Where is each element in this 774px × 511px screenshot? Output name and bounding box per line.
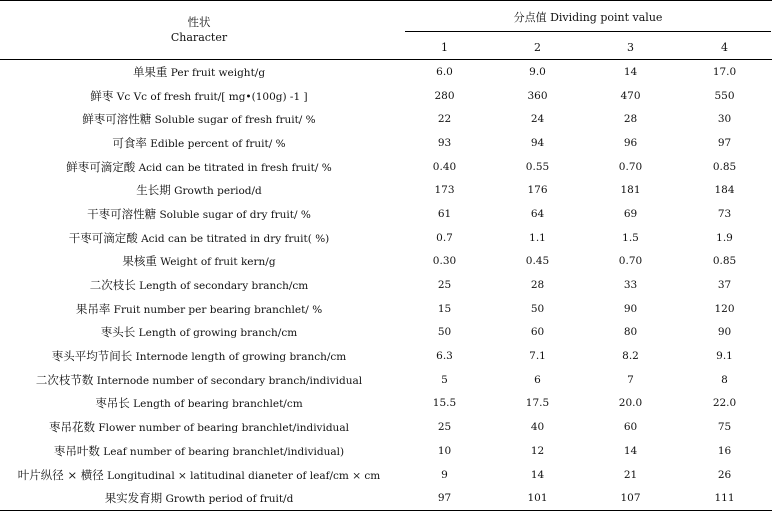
value-cell-2: 101 [491, 486, 584, 510]
value-cell-3: 0.70 [618, 160, 643, 173]
value-cell-4: 1.9 [716, 231, 733, 244]
character-cell [0, 321, 398, 345]
value-cell-3: 33 [623, 279, 638, 292]
character-name-en: Length of growing branch/cm [138, 327, 298, 340]
value-cell-2: 64 [530, 207, 545, 220]
character-name-en: Soluble sugar of fresh fruit/ % [154, 114, 316, 127]
value-cell-3: 14 [623, 65, 638, 78]
value-cell-4: 184 [714, 184, 735, 197]
character-cell [0, 178, 398, 202]
character-header-en: Character [170, 31, 228, 44]
value-cell-3: 96 [623, 136, 638, 149]
table-row [0, 273, 772, 297]
value-cell-3: 21 [623, 468, 638, 481]
value-cell-1: 6.0 [436, 65, 453, 78]
character-cell [0, 202, 398, 226]
character-name-zh: 单果重 [132, 64, 168, 79]
value-cell-4: 37 [717, 279, 732, 292]
character-name-zh: 叶片纵径 × 横径 [17, 467, 104, 482]
value-cell-1: 15.5 [432, 397, 457, 410]
value-cell-4: 97 [717, 136, 732, 149]
value-cell-2: 6 [534, 373, 541, 386]
value-cell-1: 0.7 [436, 231, 453, 244]
value-cell-2: 360 [527, 89, 548, 102]
table-row [0, 107, 772, 131]
value-cell-3: 14 [623, 444, 638, 457]
value-cell-4: 8 [721, 373, 728, 386]
table-row [0, 131, 772, 155]
table-row [0, 155, 772, 179]
table-row [0, 226, 772, 250]
character-name-zh: 二次枝节数 [35, 372, 94, 387]
table-row [0, 84, 772, 108]
value-cell-1: 10 [437, 444, 452, 457]
value-cell-1: 15 [437, 302, 452, 315]
character-name-zh: 鲜枣可滴定酸 [66, 159, 136, 174]
value-cell-2: 94 [530, 136, 545, 149]
value-cell-4: 120 [714, 302, 735, 315]
value-cell-4: 30 [717, 113, 732, 126]
character-cell [0, 60, 398, 84]
col-header-2: 2 [491, 35, 584, 60]
value-cell-3: 28 [623, 113, 638, 126]
table-row [0, 202, 772, 226]
value-cell-4: 16 [717, 444, 732, 457]
value-cell-2: 17.5 [525, 397, 550, 410]
value-cell-3: 107 [584, 486, 677, 510]
character-name-zh: 枣吊长 [95, 396, 130, 411]
character-name-en: Internode number of secondary branch/individual [96, 374, 363, 387]
col-header-1: 1 [398, 35, 491, 60]
character-cell [0, 486, 398, 510]
table-row [0, 321, 772, 345]
character-name-en: Length of secondary branch/cm [139, 280, 309, 293]
character-cell [0, 392, 398, 416]
value-cell-1: 5 [441, 373, 448, 386]
character-name-en: Soluble sugar of dry fruit/ % [159, 208, 311, 221]
value-cell-1: 9 [441, 468, 448, 481]
character-cell [0, 463, 398, 487]
value-cell-1: 93 [437, 136, 452, 149]
character-name-en: Acid can be titrated in fresh fruit/ % [138, 161, 332, 174]
character-cell [0, 439, 398, 463]
value-cell-1: 22 [437, 113, 452, 126]
character-name-zh: 干枣可溶性糖 [87, 206, 157, 221]
value-cell-2: 0.45 [525, 255, 550, 268]
value-cell-2: 24 [530, 113, 545, 126]
table-row [0, 415, 772, 439]
value-cell-4: 73 [717, 207, 732, 220]
dividing-point-header [398, 1, 772, 36]
table-row [0, 344, 772, 368]
value-cell-3: 7 [627, 373, 634, 386]
character-cell [0, 107, 398, 131]
character-name-zh: 枣头平均节间长 [51, 349, 133, 364]
table-body [0, 60, 772, 511]
value-cell-3: 470 [620, 89, 641, 102]
character-cell [0, 250, 398, 274]
table-row [0, 439, 772, 463]
dividing-point-label: 分点值 Dividing point value [405, 5, 771, 32]
character-name-zh: 鲜枣可溶性糖 [82, 112, 152, 127]
character-name-en: Internode length of growing branch/cm [135, 351, 347, 364]
character-name-en: Growth period/d [174, 185, 262, 198]
value-cell-2: 7.1 [529, 350, 546, 363]
character-cell [0, 226, 398, 250]
character-name-en: Weight of fruit kern/g [160, 256, 276, 269]
value-cell-2: 1.1 [529, 231, 546, 244]
table-row [0, 250, 772, 274]
character-cell [0, 415, 398, 439]
character-name-en: Growth period of fruit/d [165, 493, 294, 506]
character-name-en: Fruit number per bearing branchlet/ % [113, 303, 323, 316]
value-cell-4: 17.0 [712, 65, 737, 78]
value-cell-1: 173 [434, 184, 455, 197]
value-cell-4: 26 [717, 468, 732, 481]
value-cell-3: 20.0 [618, 397, 643, 410]
character-name-en: Flower number of bearing branchlet/individual [98, 422, 349, 435]
value-cell-4: 0.85 [712, 160, 737, 173]
character-cell [0, 344, 398, 368]
character-name-en: Leaf number of bearing branchlet/individual) [103, 445, 345, 458]
character-name-zh: 果实发育期 [104, 491, 163, 506]
value-cell-2: 9.0 [529, 65, 546, 78]
value-cell-2: 14 [530, 468, 545, 481]
value-cell-3: 69 [623, 207, 638, 220]
value-cell-3: 60 [623, 421, 638, 434]
value-cell-3: 0.70 [618, 255, 643, 268]
value-cell-4: 111 [677, 486, 772, 510]
table-row [0, 392, 772, 416]
value-cell-1: 61 [437, 207, 452, 220]
value-cell-2: 0.55 [525, 160, 550, 173]
character-name-zh: 枣头长 [100, 325, 136, 340]
table-row [0, 60, 772, 84]
col-header-4: 4 [677, 35, 772, 60]
character-name-en: Vc Vc of fresh fruit/[ mg•(100g) -1 ] [116, 90, 308, 103]
value-cell-1: 0.30 [432, 255, 457, 268]
character-name-zh: 二次枝长 [89, 278, 136, 293]
character-header-zh: 性状 [187, 15, 211, 29]
value-cell-1: 97 [398, 486, 491, 510]
character-cell [0, 297, 398, 321]
value-cell-3: 80 [623, 326, 638, 339]
character-cell [0, 273, 398, 297]
character-name-en: Length of bearing branchlet/cm [133, 398, 303, 411]
value-cell-3: 181 [620, 184, 641, 197]
character-header [0, 1, 398, 60]
value-cell-1: 280 [434, 89, 455, 102]
character-name-zh: 果吊率 [75, 301, 111, 316]
value-cell-4: 75 [717, 421, 732, 434]
value-cell-1: 25 [437, 421, 452, 434]
table-row [0, 486, 772, 510]
value-cell-2: 50 [530, 302, 545, 315]
value-cell-4: 550 [714, 89, 735, 102]
character-name-en: Longitudinal × latitudinal dianeter of leaf/cm × cm [107, 469, 381, 482]
character-name-en: Per fruit weight/g [170, 66, 266, 79]
character-cell [0, 131, 398, 155]
character-cell [0, 84, 398, 108]
value-cell-1: 25 [437, 279, 452, 292]
character-name-en: Edible percent of fruit/ % [150, 137, 286, 150]
value-cell-4: 0.85 [712, 255, 737, 268]
value-cell-2: 60 [530, 326, 545, 339]
value-cell-2: 28 [530, 279, 545, 292]
value-cell-1: 50 [437, 326, 452, 339]
character-name-en: Acid can be titrated in dry fruit( %) [141, 232, 330, 245]
value-cell-2: 12 [530, 444, 545, 457]
character-cell [0, 155, 398, 179]
character-name-zh: 可食率 [112, 135, 147, 150]
table-row [0, 178, 772, 202]
character-name-zh: 生长期 [136, 183, 171, 198]
value-cell-2: 176 [527, 184, 548, 197]
character-name-zh: 鲜枣 [90, 88, 114, 103]
table-row [0, 368, 772, 392]
table-row [0, 297, 772, 321]
value-cell-3: 90 [623, 302, 638, 315]
character-cell [0, 368, 398, 392]
value-cell-3: 1.5 [622, 231, 639, 244]
value-cell-4: 9.1 [716, 350, 733, 363]
value-cell-2: 40 [530, 421, 545, 434]
character-name-zh: 枣吊叶数 [53, 443, 100, 458]
character-name-zh: 枣吊花数 [49, 420, 96, 435]
value-cell-1: 0.40 [432, 160, 457, 173]
value-cell-3: 8.2 [622, 350, 639, 363]
table-row [0, 463, 772, 487]
col-header-3: 3 [584, 35, 677, 60]
value-cell-4: 90 [717, 326, 732, 339]
value-cell-4: 22.0 [712, 397, 737, 410]
value-cell-1: 6.3 [436, 350, 453, 363]
character-name-zh: 果核重 [122, 254, 157, 269]
character-name-zh: 干枣可滴定酸 [68, 230, 138, 245]
